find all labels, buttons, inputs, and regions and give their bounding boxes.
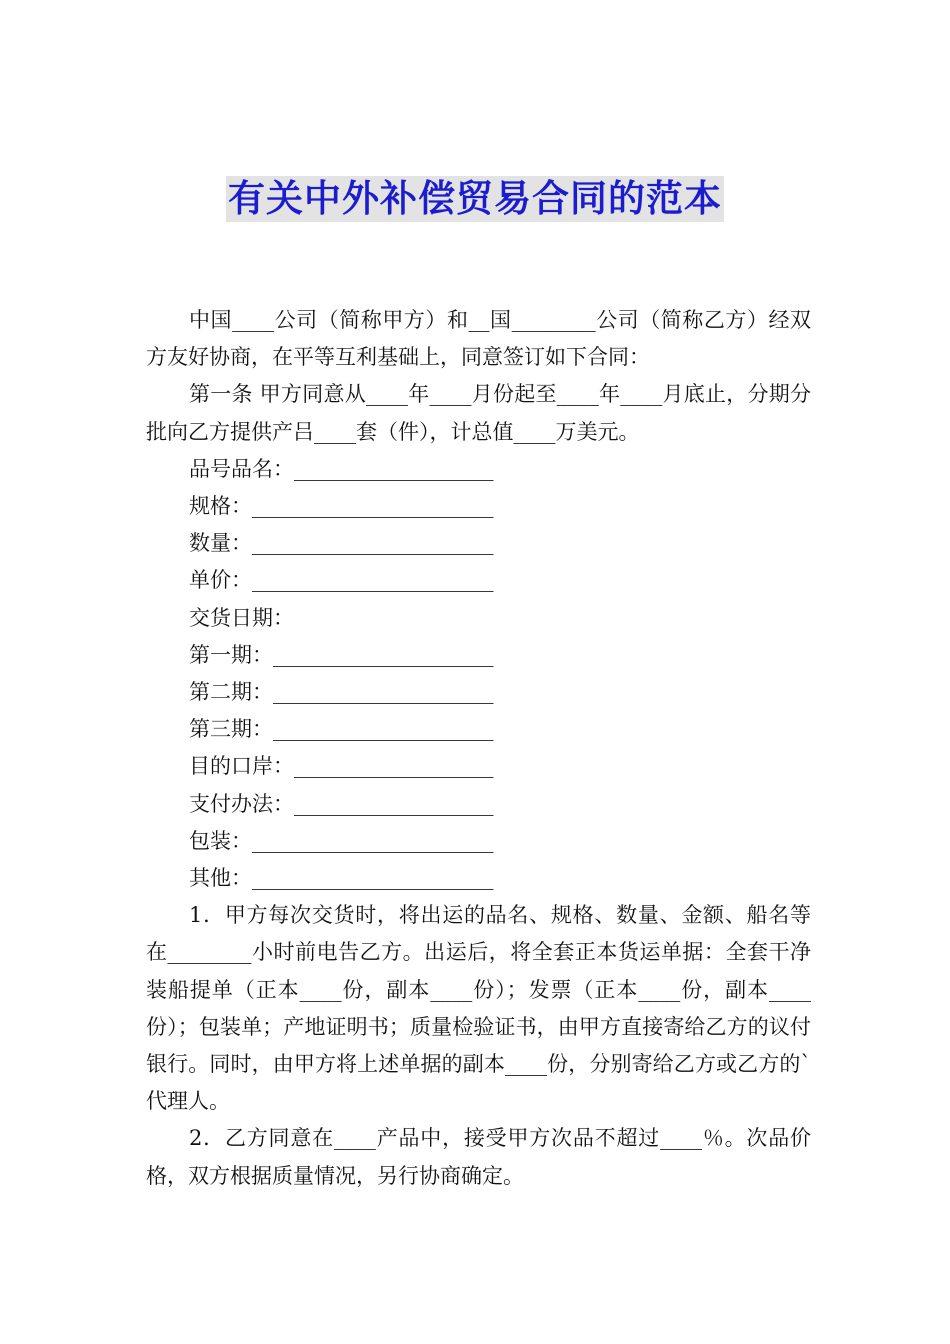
field-blank: _______________________ [252,568,494,593]
field-product-name [146,451,811,488]
article-1-paragraph: 第一条 甲方同意从____年____月份起至____年____月底止，分期分批向乙方提供产吕____套（件），计总值____万美元。 [146,382,811,444]
field-packaging [146,823,811,860]
field-specification [146,488,811,525]
field-blank: ___________________ [294,754,494,779]
field-label: 其他： [189,866,252,891]
field-blank: _____________________ [273,717,494,742]
clause-1-paragraph: 1．甲方每次交货时，将出运的品名、规格、数量、金额、船名等在________小时前电告乙方。出运后，将全套正本货运单据：全套干净装船提单（正本____份，副本____份）；发票（正本____份，副本____份）；包装单；产地证明书；质量检验证书，由甲方直接寄给乙方的议付银行。同时，由甲方将上述单据的副本____份，分别寄给乙方或乙方的`代理人。 [146,903,811,1114]
field-phase-1 [146,637,811,674]
field-quantity [146,525,811,562]
field-unit-price [146,562,811,599]
field-phase-2 [146,674,811,711]
intro-paragraph: 中国____公司（简称甲方）和__国________公司（简称乙方）经双方友好协商，在平等互利基础上，同意签订如下合同： [146,308,811,370]
field-payment-method [146,786,811,823]
field-delivery-date [146,600,811,637]
document-title: 有关中外补偿贸易合同的范本 [228,177,722,220]
field-label: 品号品名： [189,456,294,481]
field-label: 规格： [189,494,252,519]
field-blank: ___________________ [294,791,494,816]
field-blank: ___________________ [294,456,494,481]
field-label: 数量： [189,531,252,556]
field-blank: _______________________ [252,828,494,853]
document-body [146,302,811,1195]
field-blank: _______________________ [252,494,494,519]
field-destination-port [146,748,811,785]
title-wrapper [0,176,950,222]
field-blank: _______________________ [252,866,494,891]
field-label: 包装： [189,828,252,853]
field-label: 目的口岸： [189,754,294,779]
field-label: 第三期： [189,717,273,742]
field-blank: _______________________ [252,531,494,556]
field-label: 第二期： [189,680,273,705]
field-label: 交货日期： [189,605,294,630]
field-phase-3 [146,711,811,748]
field-label: 单价： [189,568,252,593]
clause-2-paragraph: 2．乙方同意在____产品中，接受甲方次品不超过____％。次品价格，双方根据质量情况，另行协商确定。 [146,1126,811,1188]
field-blank: _____________________ [273,680,494,705]
field-label: 第一期： [189,642,273,667]
field-blank: _____________________ [273,642,494,667]
field-label: 支付办法： [189,791,294,816]
field-other [146,860,811,897]
